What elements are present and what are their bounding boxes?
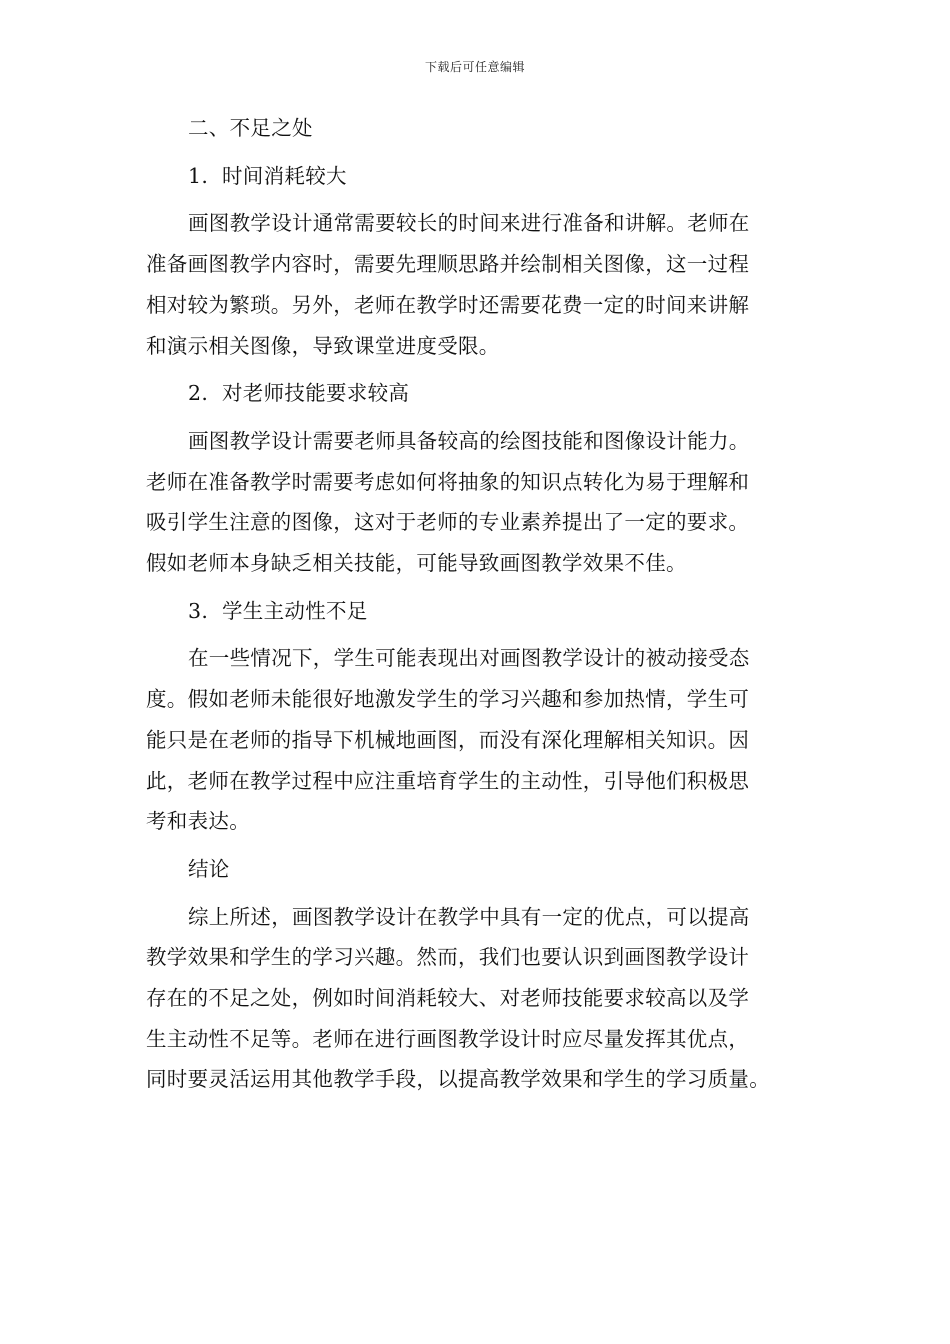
- paragraph-line: 考和表达。: [146, 809, 250, 834]
- paragraph-line: 画图教学设计需要老师具备较高的绘图技能和图像设计能力。: [188, 428, 750, 453]
- paragraph-line: 教学效果和学生的学习兴趣。然而，我们也要认识到画图教学设计: [146, 945, 750, 970]
- paragraph-line: 存在的不足之处，例如时间消耗较大、对老师技能要求较高以及学: [146, 986, 750, 1011]
- paragraph-line: 同时要灵活运用其他教学手段，以提高教学效果和学生的学习质量。: [146, 1067, 770, 1092]
- item-number: 3.: [188, 598, 209, 623]
- page-header: 下载后可任意编辑: [424, 60, 525, 74]
- section-title: 二、不足之处: [188, 116, 313, 140]
- paragraph-line: 画图教学设计通常需要较长的时间来进行准备和讲解。老师在: [188, 211, 750, 236]
- paragraph-line: 能只是在老师的指导下机械地画图，而没有深化理解相关知识。因: [146, 727, 750, 752]
- paragraph-line: 吸引学生注意的图像，这对于老师的专业素养提出了一定的要求。: [146, 510, 750, 535]
- paragraph-line: 在一些情况下，学生可能表现出对画图教学设计的被动接受态: [188, 646, 750, 671]
- item-title: 学生主动性不足: [222, 598, 368, 623]
- paragraph-line: 准备画图教学内容时，需要先理顺思路并绘制相关图像，这一过程: [146, 252, 750, 277]
- item-heading: [146, 373, 806, 414]
- item-title: 时间消耗较大: [222, 163, 347, 188]
- conclusion-title: 结论: [188, 856, 230, 881]
- conclusion-paragraph: [146, 897, 806, 1101]
- paragraph-line: 度。假如老师未能很好地激发学生的学习兴趣和参加热情，学生可: [146, 687, 750, 712]
- item-number: 1.: [188, 163, 209, 188]
- paragraph-line: 生主动性不足等。老师在进行画图教学设计时应尽量发挥其优点，: [146, 1026, 750, 1051]
- paragraph: [146, 638, 806, 842]
- paragraph-line: 此，老师在教学过程中应注重培育学生的主动性，引导他们积极思: [146, 768, 750, 793]
- item-number: 2.: [188, 381, 209, 406]
- paragraph-line: 老师在准备教学时需要考虑如何将抽象的知识点转化为易于理解和: [146, 469, 750, 494]
- item-title: 对老师技能要求较高: [222, 381, 410, 406]
- paragraph: [146, 421, 806, 584]
- item-heading: [146, 156, 806, 197]
- document-body: [146, 108, 806, 1107]
- paragraph-line: 综上所述，画图教学设计在教学中具有一定的优点，可以提高: [188, 904, 750, 929]
- paragraph-line: 和演示相关图像，导致课堂进度受限。: [146, 333, 500, 358]
- item-heading: [146, 591, 806, 632]
- paragraph-line: 相对较为繁琐。另外，老师在教学时还需要花费一定的时间来讲解: [146, 292, 750, 317]
- paragraph-line: 假如老师本身缺乏相关技能，可能导致画图教学效果不佳。: [146, 551, 687, 576]
- paragraph: [146, 203, 806, 366]
